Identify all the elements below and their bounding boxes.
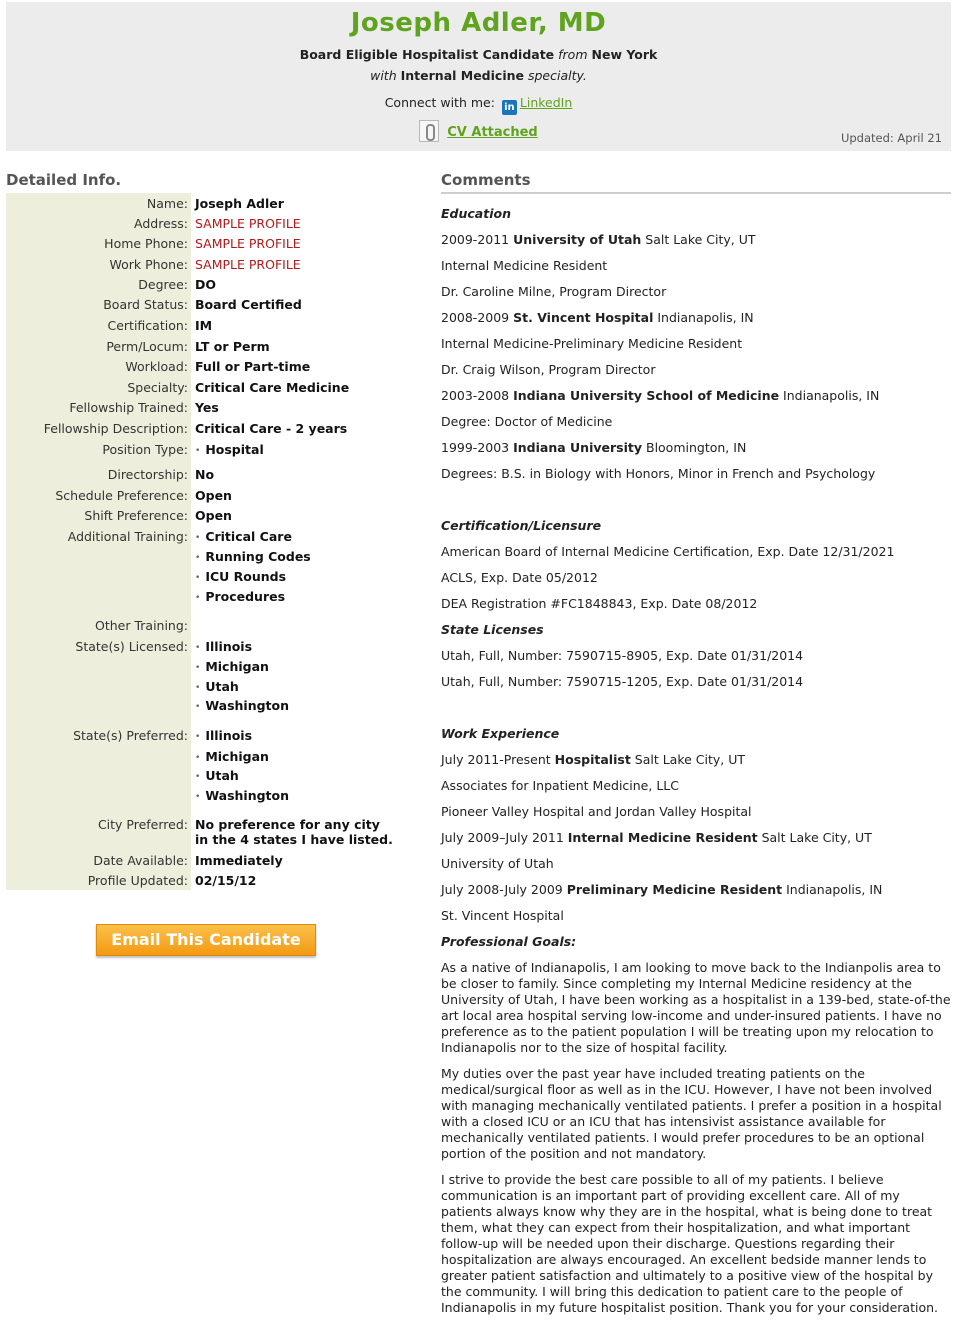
edu-school: St. Vincent Hospital	[513, 310, 654, 325]
goals-paragraph: My duties over the past year have included treating patients on the medical/surgical floor as well as in the ICU. However, I have not been involved with managing mechanically ventilated patients. I prefer a position in a hospital with a closed ICU or an ICU that has intensivist assistance available for mechanically ventilated patients. I would prefer procedures to be an optional portion of the position and not mandatory.	[441, 1066, 942, 1161]
education-line: Internal Medicine Resident	[441, 258, 608, 273]
detail-label: Board Status:	[103, 297, 188, 312]
specialty-word: specialty.	[527, 68, 587, 83]
detail-label: Specialty:	[127, 380, 188, 395]
candidate-type: Board Eligible Hospitalist Candidate	[299, 47, 555, 62]
work-role: Preliminary Medicine Resident	[566, 882, 783, 897]
certification-line: ACLS, Exp. Date 05/2012	[441, 570, 598, 585]
comments-divider	[441, 192, 951, 194]
detail-value: • Hospital	[195, 442, 405, 459]
education-line: Degrees: B.S. in Biology with Honors, Minor in French and Psychology	[441, 466, 876, 481]
list-item: • Critical Care	[195, 529, 405, 546]
detail-label: Other Training:	[95, 618, 188, 633]
detail-label: Name:	[146, 196, 188, 211]
education-line	[441, 232, 953, 247]
edu-school: Indiana University School of Medicine	[513, 388, 780, 403]
detail-value: No preference for any city in the 4 states I have listed.	[195, 817, 393, 847]
list-item: • Washington	[195, 698, 405, 715]
work-line: St. Vincent Hospital	[441, 908, 564, 923]
list-item: • Illinois	[195, 639, 405, 656]
education-line	[441, 310, 953, 325]
list-item: • Michigan	[195, 749, 405, 766]
list-item: • Washington	[195, 788, 405, 805]
detail-label: City Preferred:	[97, 817, 188, 832]
detail-value: SAMPLE PROFILE	[195, 236, 301, 251]
detail-label: State(s) Preferred:	[73, 728, 188, 743]
comments-title: Comments	[441, 171, 531, 189]
connect-row	[6, 95, 951, 115]
certification-line: DEA Registration #FC1848843, Exp. Date 08/2012	[441, 596, 758, 611]
candidate-city: New York	[591, 47, 658, 62]
detail-label: Workload:	[125, 359, 188, 374]
work-line: Pioneer Valley Hospital and Jordan Valley Hospital	[441, 804, 752, 819]
list-item: • Utah	[195, 679, 405, 696]
state-license-line: Utah, Full, Number: 7590715-8905, Exp. Date 01/31/2014	[441, 648, 804, 663]
candidate-name: Joseph Adler, MD	[350, 8, 607, 38]
detail-value: DO	[195, 277, 217, 292]
work-location: Salt Lake City, UT	[630, 752, 746, 767]
education-line: Internal Medicine-Preliminary Medicine Resident	[441, 336, 743, 351]
work-years: July 2011-Present	[441, 752, 551, 767]
linkedin-icon[interactable]: in	[502, 100, 517, 115]
certification-line: American Board of Internal Medicine Certification, Exp. Date 12/31/2021	[441, 544, 895, 559]
detail-value: Open	[195, 488, 232, 503]
list-item: • Procedures	[195, 589, 405, 606]
goals-paragraph: I strive to provide the best care possible to all of my patients. I believe communication is an important part of providing excellent care. All of my patients always know why they are in the hospital, what is being done to treat them, what they can expect from their hospitalization, and what important follow-up will be needed upon their discharge. Questions regarding their hospitalization are always encouraged. An excellent bedside manner lends to greater patient satisfaction and ultimately to a positive view of the hospital by the community. I will bring this dedication to patient care to the people of Indianapolis in my future hospitalist position. Thank you for your consideration.	[441, 1172, 939, 1315]
detail-label: Home Phone:	[104, 236, 188, 251]
edu-years: 2003-2008	[441, 388, 510, 403]
detail-label: Perm/Locum:	[106, 339, 188, 354]
edu-school: University of Utah	[513, 232, 642, 247]
detail-label: Shift Preference:	[84, 508, 188, 523]
detail-value: Critical Care Medicine	[195, 380, 350, 395]
detail-label: Directorship:	[107, 467, 188, 482]
paperclip-icon[interactable]	[419, 120, 439, 142]
edu-location: Indianapolis, IN	[779, 388, 880, 403]
cv-row	[6, 120, 951, 142]
linkedin-link[interactable]: LinkedIn	[519, 95, 573, 110]
edu-location: Bloomington, IN	[642, 440, 747, 455]
list-item: • ICU Rounds	[195, 569, 405, 586]
education-line	[441, 440, 953, 455]
work-location: Salt Lake City, UT	[757, 830, 872, 845]
candidate-specialty-line	[6, 68, 951, 83]
work-line	[441, 882, 953, 897]
work-experience-heading: Work Experience	[441, 726, 560, 741]
detail-value: Joseph Adler	[195, 196, 284, 211]
edu-location: Indianapolis, IN	[653, 310, 754, 325]
detail-value: Board Certified	[195, 297, 302, 312]
detail-label: Fellowship Description:	[43, 421, 188, 436]
detail-value: Yes	[195, 400, 219, 415]
edu-years: 1999-2003	[441, 440, 510, 455]
education-line: Dr. Craig Wilson, Program Director	[441, 362, 656, 377]
work-location: Indianapolis, IN	[782, 882, 883, 897]
state-licenses-heading: State Licenses	[441, 622, 544, 637]
detail-label: Address:	[134, 216, 188, 231]
list-item: • Utah	[195, 768, 405, 785]
detailed-info-title: Detailed Info.	[6, 171, 122, 189]
from-word: from	[558, 47, 588, 62]
detail-value: 02/15/12	[195, 873, 257, 888]
profile-header	[6, 2, 951, 151]
goals-paragraph: As a native of Indianapolis, I am looking to move back to the Indianpolis area to be closer to family. Since completing my Internal Medicine residency at the University of Utah, I have been working as a hospitalist in a 139-bed, state-of-the art local area hospital serving low-income and under-insured patients. I have no preference as to the patient population I will be treating upon my relocation to Indianapolis nor to the size of hospital facility.	[441, 960, 951, 1055]
edu-years: 2008-2009	[441, 310, 510, 325]
detail-value: LT or Perm	[195, 339, 270, 354]
candidate-specialty: Internal Medicine	[400, 68, 524, 83]
work-line: Associates for Inpatient Medicine, LLC	[441, 778, 679, 793]
detail-label: Date Available:	[93, 853, 188, 868]
email-candidate-button[interactable]: Email This Candidate	[96, 924, 316, 956]
detail-value: No	[195, 467, 215, 482]
connect-label: Connect with me:	[384, 95, 495, 110]
detail-label: Position Type:	[102, 442, 188, 457]
detail-label: Degree:	[138, 277, 188, 292]
education-line: Degree: Doctor of Medicine	[441, 414, 613, 429]
education-line	[441, 388, 953, 403]
work-years: July 2009–July 2011	[441, 830, 564, 845]
state-license-line: Utah, Full, Number: 7590715-1205, Exp. Date 01/31/2014	[441, 674, 804, 689]
candidate-summary	[6, 47, 951, 62]
detail-value: Full or Part-time	[195, 359, 311, 374]
certification-heading: Certification/Licensure	[441, 518, 602, 533]
professional-goals-heading: Professional Goals:	[441, 934, 577, 949]
detail-value: SAMPLE PROFILE	[195, 216, 301, 231]
list-item: • Running Codes	[195, 549, 405, 566]
updated-date: Updated: April 21	[840, 131, 942, 145]
education-line: Dr. Caroline Milne, Program Director	[441, 284, 667, 299]
detail-value: Immediately	[195, 853, 283, 868]
edu-years: 2009-2011	[441, 232, 510, 247]
detail-label: Certification:	[107, 318, 188, 333]
work-line: University of Utah	[441, 856, 554, 871]
list-item: • Michigan	[195, 659, 405, 676]
detail-label: State(s) Licensed:	[75, 639, 188, 654]
work-line	[441, 752, 953, 767]
detail-label: Fellowship Trained:	[69, 400, 188, 415]
detail-label: Schedule Preference:	[55, 488, 188, 503]
work-years: July 2008-July 2009	[441, 882, 563, 897]
cv-attached-link[interactable]: CV Attached	[447, 125, 538, 140]
detail-value: Critical Care - 2 years	[195, 421, 348, 436]
detail-value: Open	[195, 508, 232, 523]
list-item: • Illinois	[195, 728, 405, 745]
edu-school: Indiana University	[513, 440, 643, 455]
education-heading: Education	[441, 206, 511, 221]
work-line	[441, 830, 953, 845]
work-role: Internal Medicine Resident	[567, 830, 758, 845]
detail-value: IM	[195, 318, 213, 333]
edu-location: Salt Lake City, UT	[641, 232, 756, 247]
detail-label: Additional Training:	[67, 529, 188, 544]
detail-label: Profile Updated:	[87, 873, 188, 888]
work-role: Hospitalist	[554, 752, 631, 767]
detail-value: SAMPLE PROFILE	[195, 257, 301, 272]
detail-label: Work Phone:	[109, 257, 188, 272]
with-word: with	[370, 68, 397, 83]
